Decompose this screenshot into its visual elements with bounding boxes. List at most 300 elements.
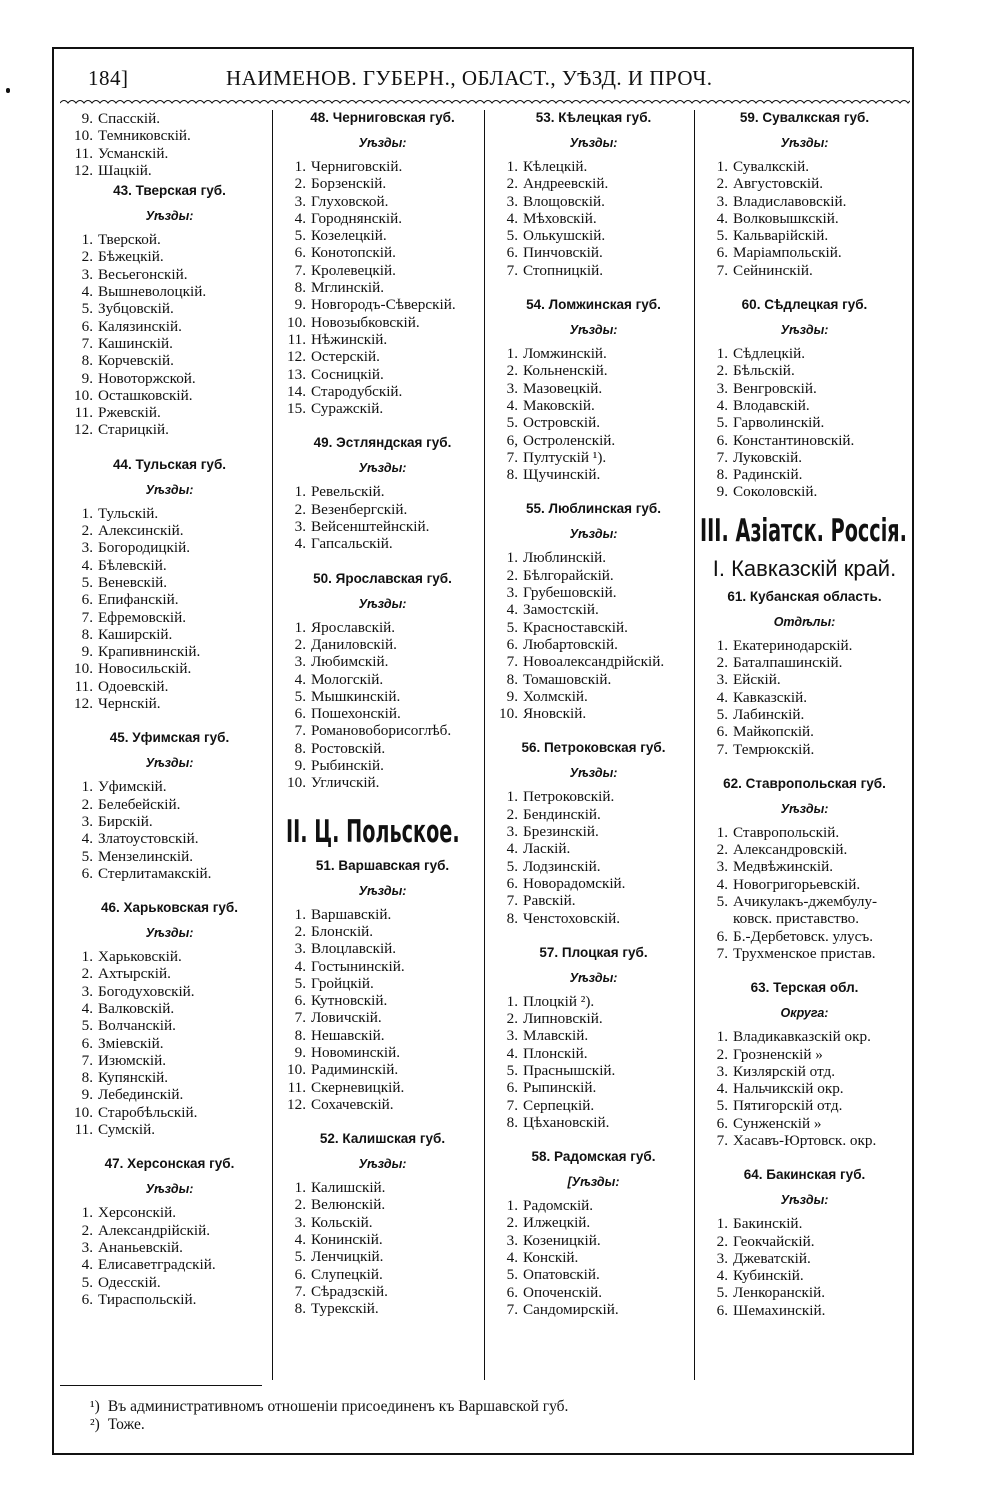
item-name: Праснышскій. [523, 1061, 616, 1079]
item-number: 2. [506, 566, 518, 584]
list-item [702, 1080, 907, 1097]
item-number: 3. [716, 858, 728, 876]
list-item [702, 483, 907, 500]
item-number: 1. [716, 1028, 728, 1046]
item-name: Новосильскій. [98, 660, 192, 678]
item-number: 8. [716, 466, 728, 484]
item-name: Тираспольскій. [98, 1290, 197, 1308]
subdivision-label: Уѣзды: [358, 1157, 407, 1172]
governorate-title: 44. Тульская губ. [112, 456, 227, 472]
item-name: Шацкій. [98, 161, 152, 179]
item-name: Каширскій. [98, 625, 173, 643]
list-item [702, 841, 907, 858]
subdivision-label: Уѣзды: [780, 323, 829, 338]
item-number: 3. [81, 1238, 93, 1256]
list-item [492, 1045, 695, 1062]
list-item [67, 1204, 272, 1221]
item-number: 5. [81, 1017, 93, 1035]
item-number: 3. [81, 265, 93, 283]
list-item [67, 965, 272, 982]
list-item [702, 414, 907, 431]
subdivision-label: Отдѣлы: [773, 614, 836, 629]
list-item [492, 1097, 695, 1114]
list-item [702, 1284, 907, 1301]
list-item [67, 660, 272, 677]
list-item [492, 567, 695, 584]
subdivision-label: Уѣзды: [780, 1193, 829, 1208]
item-number: 6. [716, 244, 728, 262]
item-name: Александровскій. [733, 841, 848, 859]
list-item [67, 557, 272, 574]
list-item [492, 806, 695, 823]
footnote-mark: ¹) [90, 1398, 100, 1415]
list-item [280, 722, 485, 739]
item-name: Калишскій. [311, 1179, 386, 1197]
list-item [67, 830, 272, 847]
list-item [280, 158, 485, 175]
item-number: 5. [506, 1061, 518, 1079]
item-number: 5. [81, 573, 93, 591]
item-name: Лодзинскій. [523, 857, 601, 875]
item-number: 3. [716, 379, 728, 397]
region-title: I. Кавказскій край. [712, 555, 897, 581]
item-number: 1. [81, 1204, 93, 1222]
page-number: 184] [88, 66, 129, 90]
item-name: Козелецкій. [311, 227, 387, 245]
item-name: Изюмскій. [98, 1051, 166, 1069]
item-name: Пошехонскій. [311, 705, 401, 723]
list-item [280, 757, 485, 774]
item-number: 11. [287, 330, 306, 348]
item-name: Ревельскій. [311, 483, 385, 501]
governorate-title: 56. Петроковская губ. [521, 740, 666, 756]
subdivision-label: Уѣзды: [569, 970, 618, 985]
item-name: Кашинскій. [98, 334, 173, 352]
item-name: Сумскій. [98, 1121, 156, 1139]
governorate-title: 51. Варшавская губ. [315, 857, 450, 873]
list-item [280, 383, 485, 400]
item-number: 3. [294, 518, 306, 536]
list-item [492, 1062, 695, 1079]
list-item [702, 466, 907, 483]
list-item [67, 505, 272, 522]
item-name: Старобѣльскій. [98, 1103, 198, 1121]
item-name: Блонскій. [311, 922, 374, 940]
item-number: 7. [506, 1096, 518, 1114]
item-number: 8. [294, 1026, 306, 1044]
list-item [67, 370, 272, 387]
item-name: Старицкій. [98, 421, 169, 439]
item-name: Ярославскій. [311, 618, 396, 636]
item-number: 5. [506, 414, 518, 432]
list-item [67, 145, 272, 162]
list-item [67, 404, 272, 421]
item-number: 12. [74, 161, 93, 179]
item-name: Олькушскій. [523, 227, 606, 245]
item-number: 7. [716, 261, 728, 279]
item-name: Геокчайскій. [733, 1232, 815, 1250]
item-name: Грубешовскій. [523, 584, 617, 602]
item-number: 9. [716, 483, 728, 501]
list-item [492, 1214, 695, 1231]
item-number: 3. [506, 1027, 518, 1045]
item-name: Мазовецкій. [523, 379, 603, 397]
item-number: 2. [506, 805, 518, 823]
item-number: 7. [506, 448, 518, 466]
item-name: Харьковскій. [98, 948, 182, 966]
item-name: Нѣжинскій. [311, 330, 388, 348]
item-number: 5. [506, 1266, 518, 1284]
item-name: Тульскій. [98, 504, 159, 522]
item-name: Андреевскій. [523, 175, 609, 193]
list-item [67, 110, 272, 127]
item-number: 6. [81, 317, 93, 335]
item-number: 6. [716, 723, 728, 741]
list-item [702, 741, 907, 758]
item-number: 4. [81, 999, 93, 1017]
item-number: 6. [294, 705, 306, 723]
item-name: Равскій. [523, 892, 576, 910]
item-name: Мышкинскій. [311, 687, 401, 705]
item-number: 11. [74, 404, 93, 422]
item-name: Стародубскій. [311, 382, 403, 400]
item-number: 1. [81, 778, 93, 796]
list-item [492, 549, 695, 566]
list-item [492, 397, 695, 414]
item-number: 4. [81, 1256, 93, 1274]
list-item [702, 945, 907, 962]
list-item [492, 1232, 695, 1249]
item-name: Крапивнинскій. [98, 643, 201, 661]
item-name: Суражскій. [311, 400, 384, 418]
item-number: 4. [716, 688, 728, 706]
list-item [67, 266, 272, 283]
item-name: Вышневолоцкій. [98, 283, 207, 301]
list-item [280, 1096, 485, 1113]
item-name: Белебейскій. [98, 795, 181, 813]
item-name: Соколовскій. [733, 483, 818, 501]
item-name: Сосницкій. [311, 365, 384, 383]
list-item [280, 940, 485, 957]
list-item [280, 535, 485, 552]
item-number: 3. [506, 1231, 518, 1249]
item-number: 6. [81, 864, 93, 882]
list-item [492, 892, 695, 909]
item-name: Веневскій. [98, 573, 168, 591]
list-item [492, 1249, 695, 1266]
list-item [280, 1266, 485, 1283]
item-number: 8. [81, 625, 93, 643]
item-number: 6. [506, 1283, 518, 1301]
item-number: 5. [716, 893, 728, 911]
footnote-text: Тоже. [107, 1416, 145, 1433]
list-item [492, 1301, 695, 1318]
item-number: 7. [716, 740, 728, 758]
list-item [702, 227, 907, 244]
item-name: Слупецкій. [311, 1265, 383, 1283]
item-number: 5. [716, 414, 728, 432]
item-number: 6. [294, 1265, 306, 1283]
governorate-title: 48. Черниговская губ. [310, 110, 455, 125]
item-name: Алексинскій. [98, 522, 184, 540]
item-number: 5. [294, 227, 306, 245]
list-item [280, 244, 485, 261]
list-item [280, 1248, 485, 1265]
item-number: 7. [716, 944, 728, 962]
subdivision-label: Уѣзды: [780, 136, 829, 150]
item-number: 2. [294, 500, 306, 518]
list-item [67, 231, 272, 248]
governorate-title: 45. Уфимская губ. [109, 730, 230, 746]
item-name: Велюнскій. [311, 1196, 386, 1214]
subdivision-label: Уѣзды: [145, 209, 194, 224]
item-name: Лабинскій. [733, 705, 805, 723]
list-item [280, 193, 485, 210]
section-title: III. Азіатск. Россія. [700, 512, 907, 549]
item-number: 7. [506, 653, 518, 671]
item-name: Осташковскій. [98, 386, 193, 404]
footnote-mark: ²) [90, 1416, 100, 1433]
item-name: Ченстоховскій. [523, 909, 621, 927]
item-name: Венгровскій. [733, 379, 817, 397]
item-name: Млавскій. [523, 1027, 589, 1045]
list-item [702, 637, 907, 654]
item-name: Спасскій. [98, 110, 161, 127]
item-number: 4. [294, 209, 306, 227]
item-name: Сохачевскій. [311, 1095, 394, 1113]
item-name: Кольскій. [311, 1213, 373, 1231]
item-number: 2. [81, 1221, 93, 1239]
list-item [280, 705, 485, 722]
item-number: 1. [294, 618, 306, 636]
item-name: Баталпашинскій. [733, 654, 843, 672]
item-name: Пултускій ¹). [523, 448, 607, 466]
item-number: 6. [506, 1079, 518, 1097]
list-item [280, 1009, 485, 1026]
list-item [280, 923, 485, 940]
item-number: 2. [716, 841, 728, 859]
list-item [67, 678, 272, 695]
item-name: Зубцовскій. [98, 300, 174, 318]
subdivision-label: Уѣзды: [358, 136, 407, 150]
item-name: Глуховской. [311, 192, 389, 210]
item-name: Радомскій. [523, 1197, 594, 1215]
item-name: Хасавъ-Юртовск. окр. [733, 1131, 877, 1149]
item-number: 7. [81, 334, 93, 352]
item-name: Новоалександрійскій. [523, 653, 665, 671]
list-item [702, 380, 907, 397]
list-item [280, 366, 485, 383]
item-name: Влощовскій. [523, 192, 605, 210]
subdivision-label: Уѣзды: [145, 926, 194, 941]
item-number: 5. [81, 1273, 93, 1291]
item-number: 2. [506, 1010, 518, 1028]
list-item [702, 449, 907, 466]
list-item [492, 262, 695, 279]
item-name: Бѣльскій. [733, 362, 795, 380]
item-number: 9. [81, 369, 93, 387]
item-name: Б.-Дербетовск. улусъ. [733, 927, 874, 945]
list-item [67, 127, 272, 144]
item-name: Радиминскій. [311, 1061, 399, 1079]
item-name: Одоевскій. [98, 677, 169, 695]
item-name: Чернскій. [98, 695, 161, 713]
item-number: 11. [287, 1078, 306, 1096]
list-item [67, 983, 272, 1000]
item-name: Бендинскій. [523, 805, 601, 823]
item-name: Майкопскій. [733, 723, 814, 741]
item-name: Епифанскій. [98, 591, 179, 609]
list-item [702, 158, 907, 175]
list-item [280, 636, 485, 653]
item-number: 5. [294, 974, 306, 992]
item-number: 9. [81, 1086, 93, 1104]
governorate-title: 61. Кубанская область. [727, 588, 882, 604]
item-number: 2. [294, 175, 306, 193]
item-number: 6. [716, 1301, 728, 1319]
item-number: 12. [74, 695, 93, 713]
item-number: 2. [716, 175, 728, 193]
list-item [280, 296, 485, 313]
item-name: Кальварійскій. [733, 227, 829, 245]
item-number: 6. [716, 431, 728, 449]
list-item [67, 1017, 272, 1034]
item-number: 7. [294, 261, 306, 279]
item-name: Лебединскій. [98, 1086, 184, 1104]
governorate-title: 63. Терская обл. [750, 980, 859, 996]
item-number: 4. [294, 670, 306, 688]
list-item [67, 591, 272, 608]
item-number: 7. [506, 261, 518, 279]
item-number: 5. [716, 1097, 728, 1115]
list-item [67, 643, 272, 660]
item-number: 1. [716, 1215, 728, 1233]
governorate-title: 62. Ставропольская губ. [723, 775, 886, 791]
item-name: Грозненскій » [733, 1045, 823, 1063]
list-item [67, 1239, 272, 1256]
list-item [702, 1028, 907, 1045]
list-item [67, 813, 272, 830]
list-item [702, 876, 907, 893]
list-item [702, 175, 907, 192]
list-item [67, 1121, 272, 1138]
item-number: 1. [716, 823, 728, 841]
item-name: Плонскій. [523, 1044, 588, 1062]
item-name: Островскій. [523, 414, 601, 432]
item-number: 8. [506, 909, 518, 927]
item-number: 5. [506, 857, 518, 875]
item-number: 3. [81, 982, 93, 1000]
item-name: Новгородъ-Сѣверскій. [311, 296, 456, 314]
governorate-title: 58. Радомская губ. [531, 1149, 656, 1165]
list-item [67, 948, 272, 965]
list-item [492, 1197, 695, 1214]
list-item [702, 910, 907, 927]
list-item [67, 626, 272, 643]
footnotes [90, 1398, 568, 1434]
item-name: Новогригорьевскій. [733, 875, 861, 893]
item-name: Сувалкскій. [733, 158, 810, 175]
list-item [67, 778, 272, 795]
item-name: Шемахинскій. [733, 1301, 826, 1319]
list-item [492, 1284, 695, 1301]
item-name: Кольненскій. [523, 362, 608, 380]
list-item [67, 421, 272, 438]
list-item [492, 345, 695, 362]
item-number: 10. [74, 660, 93, 678]
item-number: 9. [294, 1043, 306, 1061]
item-number: 7. [294, 722, 306, 740]
item-name: Гройцкій. [311, 974, 374, 992]
section-title: II. Ц. Польское. [286, 813, 460, 850]
item-name: Владиславовскій. [733, 192, 847, 210]
item-name: Ростовскій. [311, 739, 386, 757]
list-item [702, 397, 907, 414]
item-name: Сандомирскій. [523, 1300, 619, 1318]
list-item [702, 1132, 907, 1149]
list-item [702, 432, 907, 449]
list-item [492, 1114, 695, 1131]
item-name: Кубинскій. [733, 1267, 804, 1285]
item-name: Ржевскій. [98, 404, 161, 422]
item-name: Пинчовскій. [523, 244, 603, 262]
running-title: НАИМЕНОВ. ГУБЕРН., ОБЛАСТ., УѢЗД. И ПРОЧ. [226, 66, 713, 90]
list-item [492, 380, 695, 397]
governorate-title: 55. Люблинская губ. [526, 501, 661, 517]
list-item [280, 331, 485, 348]
item-name: Мглинскій. [311, 279, 385, 297]
list-item [67, 1000, 272, 1017]
list-item [280, 1044, 485, 1061]
item-name: Черниговскій. [311, 158, 403, 175]
list-item [280, 688, 485, 705]
list-item [702, 1046, 907, 1063]
item-number: 5. [506, 618, 518, 636]
list-item [492, 840, 695, 857]
list-item [67, 387, 272, 404]
item-number: 6. [506, 244, 518, 262]
list-item [492, 858, 695, 875]
list-item [280, 1214, 485, 1231]
list-item [492, 1266, 695, 1283]
item-number: 4. [506, 396, 518, 414]
item-number: 6. [294, 244, 306, 262]
item-number: 14. [287, 382, 306, 400]
item-name: Угличскій. [311, 774, 380, 792]
list-item [702, 1097, 907, 1114]
item-name: Темрюкскій. [733, 740, 815, 758]
list-item [67, 695, 272, 712]
item-name: Плоцкій ²). [523, 992, 595, 1010]
item-number: 8. [81, 1069, 93, 1087]
governorate-title: 53. Кѣлецкая губ. [535, 110, 652, 125]
item-number: 12. [287, 1095, 306, 1113]
item-number: 6. [294, 992, 306, 1010]
item-name: Томашовскій. [523, 670, 612, 688]
list-item [702, 1115, 907, 1132]
list-item [67, 796, 272, 813]
item-name: Цѣхановскій. [523, 1113, 610, 1131]
item-number: 8. [81, 352, 93, 370]
item-name: Липновскій. [523, 1010, 603, 1028]
item-number: 6. [81, 1290, 93, 1308]
item-name: Варшавскій. [311, 905, 392, 923]
subdivision-label: Уѣзды: [145, 756, 194, 771]
item-number: 9. [81, 643, 93, 661]
item-name: Турекскій. [311, 1300, 379, 1318]
item-name: Весьегонскій. [98, 265, 188, 283]
item-name: Скерневицкій. [311, 1078, 405, 1096]
